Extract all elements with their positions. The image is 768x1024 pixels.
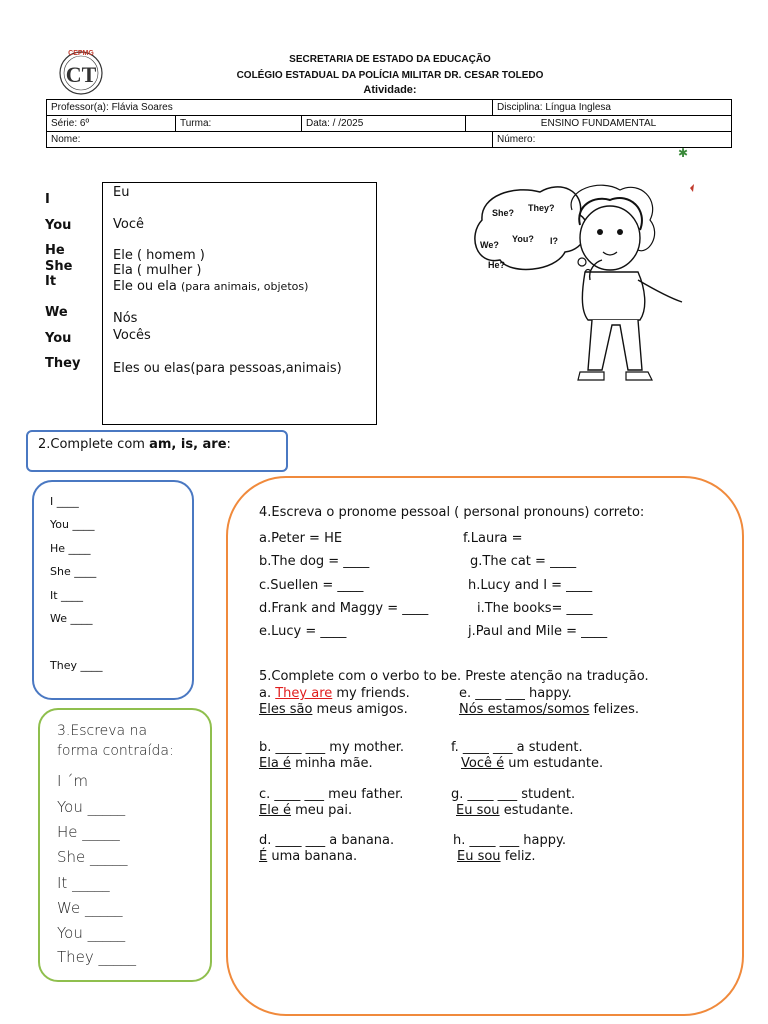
bubble-you: You? [512,234,534,244]
ex5-trans-b: Ela é minha mãe. [259,756,373,771]
ex4-item-d[interactable]: d.Frank and Maggy = ____ [259,601,429,616]
leaf-icon: ✱ [678,146,689,160]
bubble-she: She? [492,208,515,218]
trans-voces: Vocês [113,328,151,343]
exercise-5-title: 5.Complete com o verbo to be. Preste atenção na tradução. [259,669,649,684]
ex5-trans-a: Eles são meus amigos. [259,702,408,717]
trans-eu: Eu [113,185,130,200]
trans-ele-ou-ela: Ele ou ela (para animais, objetos) [113,279,309,294]
bubble-we: We? [480,240,499,250]
school-logo [55,46,107,96]
ex5-trans-e: Nós estamos/somos felizes. [459,702,639,717]
ex2-item-she[interactable]: She ____ [50,565,97,578]
ex3-item-you[interactable]: You _____ [57,798,126,816]
ex5-item-c[interactable]: c. ____ ___ meu father. [259,787,404,802]
pronoun-you: You [45,218,72,233]
ex5-item-d[interactable]: d. ____ ___ a banana. [259,833,395,848]
ex4-item-f[interactable]: f.Laura = [463,531,523,546]
pronoun-it: It [45,274,57,289]
ex3-item-it[interactable]: It _____ [57,874,110,892]
ex4-item-b[interactable]: b.The dog = ____ [259,554,370,569]
ex4-item-e[interactable]: e.Lucy = ____ [259,624,347,639]
ex3-item-you-plural[interactable]: You _____ [57,924,126,942]
ex2-item-it[interactable]: It ____ [50,589,84,602]
pronoun-she: She [45,259,73,274]
ex3-item-he[interactable]: He _____ [57,823,120,841]
logo-initials: CT [65,62,97,87]
header-line-1: SECRETARIA DE ESTADO DA EDUCAÇÃO [289,54,491,65]
ex5-item-f[interactable]: f. ____ ___ a student. [451,740,583,755]
exercise-3-title-1: 3.Escreva na [57,723,148,739]
ex5-trans-f: Você é um estudante. [461,756,604,771]
ex5-item-b[interactable]: b. ____ ___ my mother. [259,740,405,755]
ex5-trans-c: Ele é meu pai. [259,803,353,818]
ex4-item-c[interactable]: c.Suellen = ____ [259,578,364,593]
pronoun-he: He [45,243,65,258]
ex3-item-i[interactable]: I ´m [57,772,89,790]
ex2-item-they[interactable]: They ____ [50,659,103,672]
professor-cell: Professor(a): Flávia Soares [47,100,493,116]
pronoun-i: I [45,192,50,207]
thinking-child-illustration [470,180,700,390]
ex5-item-h[interactable]: h. ____ ___ happy. [453,833,566,848]
ex3-item-we[interactable]: We _____ [57,899,123,917]
pronoun-we: We [45,305,68,320]
ex4-item-g[interactable]: g.The cat = ____ [470,554,577,569]
trans-nos: Nós [113,311,138,326]
header-activity: Atividade: [363,84,417,96]
pronoun-they: They [45,356,81,371]
ex2-item-he[interactable]: He ____ [50,542,91,555]
data-cell: Data: / /2025 [302,116,466,132]
exercise-3-title-2: forma contraída: [57,743,174,759]
serie-cell: Série: 6º [47,116,176,132]
ex3-item-they[interactable]: They _____ [57,948,137,966]
ex2-item-we[interactable]: We ____ [50,612,93,625]
header-line-2: COLÉGIO ESTADUAL DA POLÍCIA MILITAR DR. CESAR TOLEDO [236,70,544,81]
ex5-trans-h: Eu sou feliz. [457,849,536,864]
disciplina-cell: Disciplina: Língua Inglesa [493,100,732,116]
bubble-i: I? [550,236,558,246]
trans-ele: Ele ( homem ) [113,248,205,263]
exercise-4-title: 4.Escreva o pronome pessoal ( personal pronouns) correto: [259,505,645,520]
ex2-item-i[interactable]: I ____ [50,495,79,508]
turma-cell: Turma: [176,116,302,132]
trans-eles: Eles ou elas(para pessoas,animais) [113,361,342,376]
ex4-item-j[interactable]: j.Paul and Mile = ____ [468,624,608,639]
bubble-he: He? [488,260,506,270]
logo-text: CEPMG [68,50,94,57]
ensino-cell: ENSINO FUNDAMENTAL [466,116,732,132]
pronoun-you-plural: You [45,331,72,346]
ex5-item-g[interactable]: g. ____ ___ student. [451,787,576,802]
numero-cell: Número: [493,132,732,148]
trans-voce: Você [113,217,144,232]
trans-ela: Ela ( mulher ) [113,263,202,278]
ex4-item-i[interactable]: i.The books= ____ [477,601,593,616]
ex3-item-she[interactable]: She _____ [57,848,128,866]
ex5-trans-d: É uma banana. [259,849,358,864]
exercise-2-title: 2.Complete com am, is, are: [38,437,231,452]
nome-cell: Nome: [47,132,493,148]
info-table [46,99,732,148]
ex5-item-e[interactable]: e. ____ ___ happy. [459,686,572,701]
ex2-item-you[interactable]: You ____ [50,518,95,531]
ex5-trans-g: Eu sou estudante. [456,803,574,818]
bubble-they: They? [528,203,555,213]
ex4-item-a[interactable]: a.Peter = HE [259,531,343,546]
ex5-item-a[interactable]: a. They are my friends. [259,686,410,701]
ex4-item-h[interactable]: h.Lucy and I = ____ [468,578,593,593]
